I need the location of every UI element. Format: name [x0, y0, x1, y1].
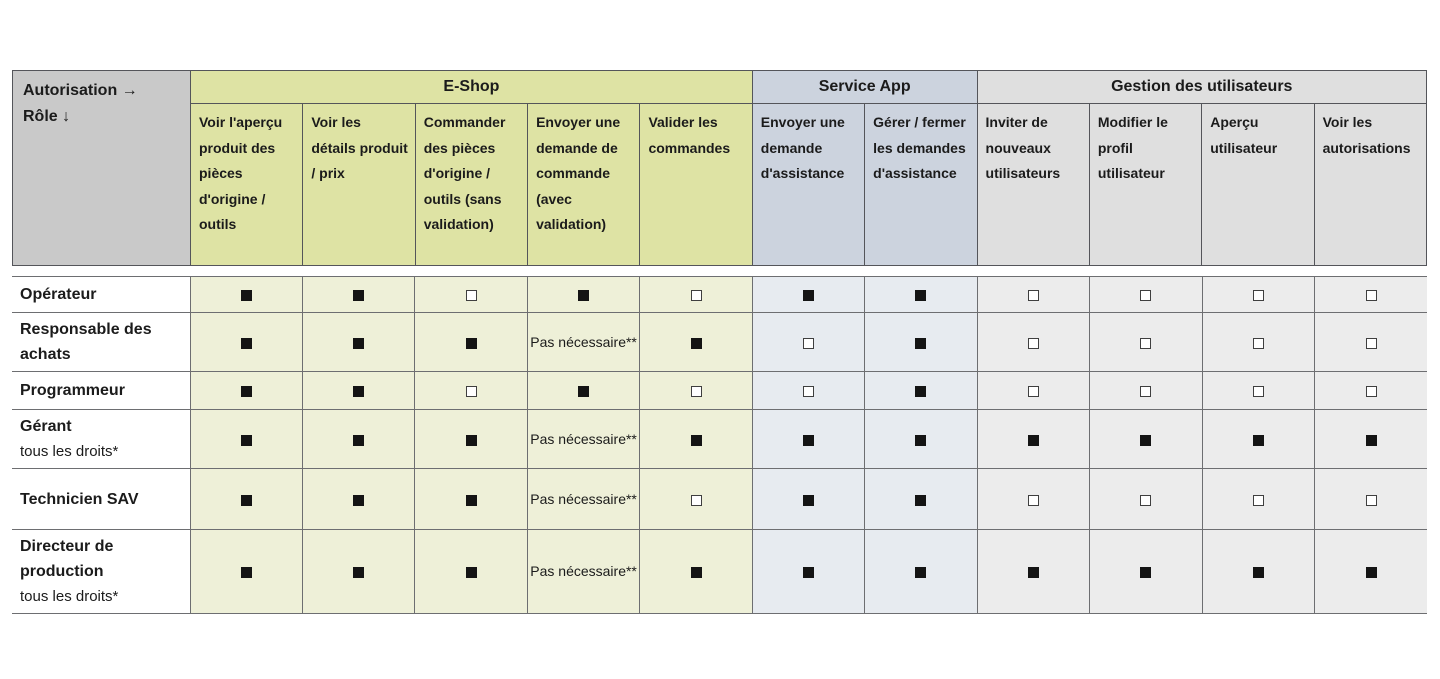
unchecked-square-icon	[803, 386, 814, 397]
checked-square-icon	[1140, 435, 1151, 446]
checked-square-icon	[241, 567, 252, 578]
column-header-eshop: Voir l'aperçu produit des pièces d'origine / outils	[191, 104, 303, 266]
checked-square-icon	[803, 567, 814, 578]
role-cell	[12, 530, 190, 614]
role-cell	[12, 313, 190, 372]
permission-cell	[1202, 469, 1314, 530]
column-header-eshop: Commander des pièces d'origine / outils (sans validation)	[415, 104, 527, 266]
checked-square-icon	[1028, 567, 1039, 578]
checked-square-icon	[578, 290, 589, 301]
unchecked-square-icon	[1253, 338, 1264, 349]
permission-cell	[1202, 410, 1314, 469]
table-row	[12, 372, 1427, 410]
permission-cell	[302, 530, 414, 614]
permission-cell	[865, 372, 977, 410]
column-header-users: Aperçu utilisateur	[1202, 104, 1314, 266]
permission-cell	[415, 277, 527, 313]
role-name: Gérant	[20, 418, 72, 435]
checked-square-icon	[1028, 435, 1039, 446]
permission-cell	[640, 410, 752, 469]
unchecked-square-icon	[1366, 386, 1377, 397]
column-header-service: Gérer / fermer les demandes d'assistance	[865, 104, 977, 266]
role-cell	[12, 410, 190, 469]
permission-cell	[415, 372, 527, 410]
group-header-user-management: Gestion des utilisateurs	[977, 71, 1426, 104]
unchecked-square-icon	[1140, 386, 1151, 397]
checked-square-icon	[1366, 567, 1377, 578]
checked-square-icon	[803, 495, 814, 506]
checked-square-icon	[241, 495, 252, 506]
not-necessary-label: Pas nécessaire**	[530, 333, 637, 350]
checked-square-icon	[466, 567, 477, 578]
checked-square-icon	[353, 338, 364, 349]
unchecked-square-icon	[466, 386, 477, 397]
unchecked-square-icon	[691, 290, 702, 301]
permission-cell	[527, 530, 639, 614]
permission-cell	[865, 530, 977, 614]
permission-cell	[415, 469, 527, 530]
permission-cell	[1315, 410, 1427, 469]
unchecked-square-icon	[691, 495, 702, 506]
checked-square-icon	[915, 435, 926, 446]
permission-cell	[640, 313, 752, 372]
role-cell	[12, 372, 190, 410]
permission-cell	[640, 277, 752, 313]
permission-cell	[865, 277, 977, 313]
role-name: Directeur de production	[20, 538, 114, 580]
permission-cell	[640, 469, 752, 530]
column-header-eshop: Voir les détails produit / prix	[303, 104, 415, 266]
permission-cell	[190, 372, 302, 410]
not-necessary-label: Pas nécessaire**	[530, 490, 637, 507]
unchecked-square-icon	[1028, 290, 1039, 301]
checked-square-icon	[353, 435, 364, 446]
permission-cell	[752, 313, 864, 372]
permission-cell	[527, 469, 639, 530]
permission-cell	[1315, 469, 1427, 530]
permission-cell	[752, 372, 864, 410]
column-header-users: Modifier le profil utilisateur	[1089, 104, 1201, 266]
unchecked-square-icon	[1028, 338, 1039, 349]
corner-authorization-label: Autorisation →	[23, 82, 138, 99]
permission-cell	[1090, 469, 1202, 530]
unchecked-square-icon	[1253, 386, 1264, 397]
permission-cell	[527, 372, 639, 410]
checked-square-icon	[803, 435, 814, 446]
checked-square-icon	[691, 567, 702, 578]
role-name: Technicien SAV	[20, 490, 139, 508]
permission-cell	[1202, 372, 1314, 410]
matrix-header	[12, 70, 1427, 266]
checked-square-icon	[241, 338, 252, 349]
role-subtitle: tous les droits*	[20, 588, 119, 605]
checked-square-icon	[353, 290, 364, 301]
table-row	[12, 530, 1427, 614]
permission-cell	[1090, 410, 1202, 469]
permission-cell	[977, 410, 1089, 469]
role-name: Programmeur	[20, 382, 125, 399]
permission-cell	[527, 277, 639, 313]
unchecked-square-icon	[1253, 290, 1264, 301]
checked-square-icon	[915, 338, 926, 349]
role-cell	[12, 469, 190, 530]
permission-cell	[415, 410, 527, 469]
permission-cell	[640, 530, 752, 614]
permissions-matrix	[12, 70, 1427, 614]
unchecked-square-icon	[1140, 338, 1151, 349]
unchecked-square-icon	[1366, 495, 1377, 506]
checked-square-icon	[353, 386, 364, 397]
permission-cell	[527, 410, 639, 469]
permission-cell	[1090, 313, 1202, 372]
checked-square-icon	[466, 338, 477, 349]
permission-cell	[1315, 530, 1427, 614]
permission-cell	[190, 530, 302, 614]
permission-cell	[865, 313, 977, 372]
role-cell	[12, 277, 190, 313]
table-row	[12, 410, 1427, 469]
unchecked-square-icon	[1028, 495, 1039, 506]
role-name: Opérateur	[20, 286, 97, 303]
corner-cell	[13, 71, 191, 266]
unchecked-square-icon	[691, 386, 702, 397]
permission-cell	[865, 410, 977, 469]
checked-square-icon	[915, 567, 926, 578]
unchecked-square-icon	[803, 338, 814, 349]
group-header-eshop: E-Shop	[191, 71, 753, 104]
permission-cell	[1315, 372, 1427, 410]
permission-cell	[1202, 530, 1314, 614]
permission-cell	[302, 469, 414, 530]
permission-cell	[302, 372, 414, 410]
unchecked-square-icon	[1140, 495, 1151, 506]
checked-square-icon	[915, 386, 926, 397]
group-header-service-app: Service App	[752, 71, 977, 104]
permission-cell	[977, 277, 1089, 313]
permission-cell	[1315, 277, 1427, 313]
unchecked-square-icon	[1028, 386, 1039, 397]
table-row	[12, 469, 1427, 530]
permission-cell	[752, 410, 864, 469]
checked-square-icon	[915, 495, 926, 506]
permission-cell	[977, 469, 1089, 530]
unchecked-square-icon	[1366, 338, 1377, 349]
permission-cell	[752, 469, 864, 530]
role-subtitle: tous les droits*	[20, 443, 119, 460]
group-header-row	[13, 71, 1427, 104]
checked-square-icon	[1253, 435, 1264, 446]
permission-cell	[1090, 530, 1202, 614]
checked-square-icon	[466, 435, 477, 446]
permission-cell	[752, 277, 864, 313]
permission-cell	[1202, 277, 1314, 313]
permission-cell	[865, 469, 977, 530]
matrix-body	[12, 276, 1427, 614]
checked-square-icon	[691, 435, 702, 446]
permission-cell	[527, 313, 639, 372]
permission-cell	[1202, 313, 1314, 372]
checked-square-icon	[1140, 567, 1151, 578]
permission-cell	[1315, 313, 1427, 372]
checked-square-icon	[241, 386, 252, 397]
column-header-users: Voir les autorisations	[1314, 104, 1426, 266]
unchecked-square-icon	[1366, 290, 1377, 301]
unchecked-square-icon	[1253, 495, 1264, 506]
column-header-eshop: Valider les commandes	[640, 104, 752, 266]
checked-square-icon	[241, 435, 252, 446]
checked-square-icon	[691, 338, 702, 349]
checked-square-icon	[1253, 567, 1264, 578]
unchecked-square-icon	[466, 290, 477, 301]
permission-cell	[977, 313, 1089, 372]
column-header-eshop: Envoyer une demande de commande (avec validation)	[528, 104, 640, 266]
permission-cell	[190, 277, 302, 313]
checked-square-icon	[466, 495, 477, 506]
column-header-users: Inviter de nouveaux utilisateurs	[977, 104, 1089, 266]
permission-cell	[302, 410, 414, 469]
role-name: Responsable des achats	[20, 321, 152, 363]
not-necessary-label: Pas nécessaire**	[530, 563, 637, 579]
table-row	[12, 277, 1427, 313]
permission-cell	[752, 530, 864, 614]
permission-cell	[1090, 277, 1202, 313]
permission-cell	[190, 410, 302, 469]
table-row	[12, 313, 1427, 372]
permission-cell	[977, 530, 1089, 614]
checked-square-icon	[1366, 435, 1377, 446]
permission-cell	[190, 313, 302, 372]
checked-square-icon	[803, 290, 814, 301]
permission-cell	[302, 313, 414, 372]
corner-role-label: Rôle ↓	[23, 108, 71, 125]
unchecked-square-icon	[1140, 290, 1151, 301]
checked-square-icon	[353, 495, 364, 506]
permission-cell	[415, 530, 527, 614]
not-necessary-label: Pas nécessaire**	[530, 430, 637, 447]
column-header-service: Envoyer une demande d'assistance	[752, 104, 864, 266]
permission-cell	[640, 372, 752, 410]
checked-square-icon	[353, 567, 364, 578]
permission-cell	[190, 469, 302, 530]
column-header-row	[13, 104, 1427, 266]
permission-cell	[415, 313, 527, 372]
permission-cell	[1090, 372, 1202, 410]
checked-square-icon	[578, 386, 589, 397]
checked-square-icon	[241, 290, 252, 301]
permission-cell	[977, 372, 1089, 410]
permission-cell	[302, 277, 414, 313]
checked-square-icon	[915, 290, 926, 301]
